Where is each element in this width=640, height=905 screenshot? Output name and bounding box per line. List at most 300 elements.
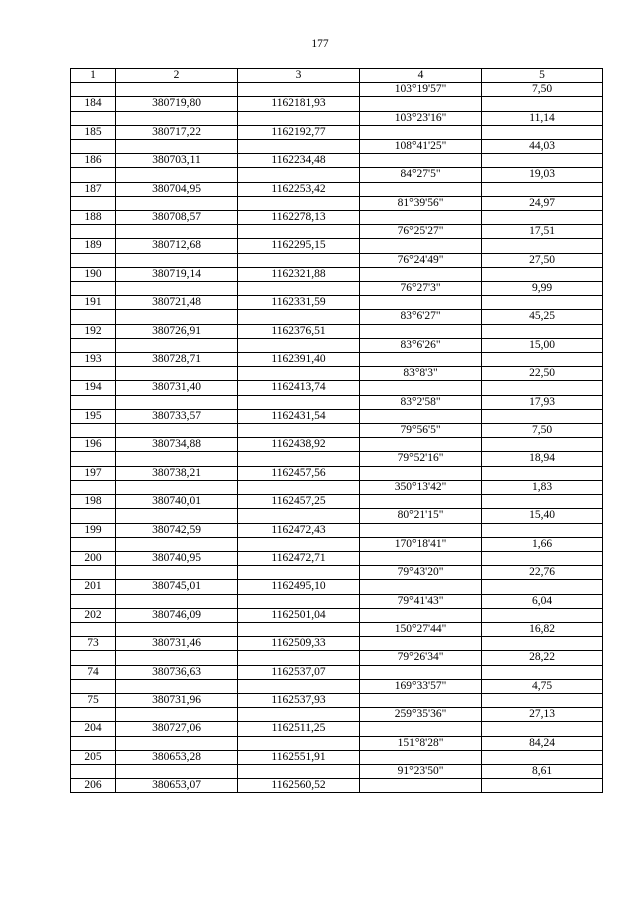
distance-cell: 7,50 (482, 424, 603, 438)
table-row (71, 111, 603, 125)
x-coordinate-cell: 380653,07 (116, 779, 238, 793)
distance-cell: 28,22 (482, 651, 603, 665)
y-coordinate-cell: 1162438,92 (238, 438, 360, 452)
table-row (71, 722, 603, 736)
table-row (71, 353, 603, 367)
distance-cell (482, 665, 603, 679)
y-coordinate-cell: 1162391,40 (238, 353, 360, 367)
bearing-cell (360, 438, 482, 452)
distance-cell (482, 125, 603, 139)
table-row (71, 97, 603, 111)
x-coordinate-cell (116, 168, 238, 182)
distance-cell: 9,99 (482, 282, 603, 296)
distance-cell: 1,83 (482, 480, 603, 494)
y-coordinate-cell (238, 651, 360, 665)
point-number-cell: 195 (71, 409, 116, 423)
distance-cell: 84,24 (482, 736, 603, 750)
bearing-cell (360, 608, 482, 622)
y-coordinate-cell (238, 83, 360, 97)
bearing-cell: 84°27'5" (360, 168, 482, 182)
y-coordinate-cell: 1162413,74 (238, 381, 360, 395)
point-number-cell: 201 (71, 580, 116, 594)
bearing-cell: 76°25'27" (360, 225, 482, 239)
point-number-cell (71, 424, 116, 438)
x-coordinate-cell: 380704,95 (116, 182, 238, 196)
bearing-cell: 76°27'3" (360, 282, 482, 296)
x-coordinate-cell: 380734,88 (116, 438, 238, 452)
y-coordinate-cell: 1162253,42 (238, 182, 360, 196)
x-coordinate-cell (116, 338, 238, 352)
table-row (71, 537, 603, 551)
y-coordinate-cell (238, 708, 360, 722)
x-coordinate-cell (116, 310, 238, 324)
table-row (71, 693, 603, 707)
x-coordinate-cell: 380703,11 (116, 154, 238, 168)
distance-cell (482, 523, 603, 537)
point-number-cell: 193 (71, 353, 116, 367)
bearing-cell (360, 211, 482, 225)
distance-cell: 6,04 (482, 594, 603, 608)
point-number-cell: 73 (71, 637, 116, 651)
distance-cell: 27,50 (482, 253, 603, 267)
y-coordinate-cell: 1162509,33 (238, 637, 360, 651)
bearing-cell (360, 693, 482, 707)
x-coordinate-cell (116, 764, 238, 778)
x-coordinate-cell (116, 111, 238, 125)
bearing-cell (360, 324, 482, 338)
x-coordinate-cell: 380740,95 (116, 551, 238, 565)
table-row (71, 225, 603, 239)
bearing-cell (360, 267, 482, 281)
table-row (71, 779, 603, 793)
x-coordinate-cell (116, 594, 238, 608)
bearing-cell (360, 750, 482, 764)
y-coordinate-cell: 1162331,59 (238, 296, 360, 310)
table-row (71, 622, 603, 636)
point-number-cell: 194 (71, 381, 116, 395)
bearing-cell: 79°43'20" (360, 566, 482, 580)
distance-cell (482, 495, 603, 509)
point-number-cell (71, 196, 116, 210)
table-row (71, 211, 603, 225)
point-number-cell: 197 (71, 466, 116, 480)
distance-cell (482, 722, 603, 736)
point-number-cell (71, 651, 116, 665)
x-coordinate-cell (116, 282, 238, 296)
column-header-3: 3 (238, 69, 360, 83)
y-coordinate-cell (238, 225, 360, 239)
x-coordinate-cell: 380733,57 (116, 409, 238, 423)
point-number-cell (71, 282, 116, 296)
coordinates-table (70, 68, 603, 793)
distance-cell (482, 608, 603, 622)
x-coordinate-cell: 380708,57 (116, 211, 238, 225)
point-number-cell (71, 367, 116, 381)
page-number: 177 (311, 38, 329, 50)
x-coordinate-cell (116, 196, 238, 210)
bearing-cell (360, 97, 482, 111)
table-row (71, 154, 603, 168)
y-coordinate-cell: 1162234,48 (238, 154, 360, 168)
distance-cell (482, 409, 603, 423)
distance-cell (482, 267, 603, 281)
x-coordinate-cell (116, 679, 238, 693)
x-coordinate-cell (116, 708, 238, 722)
x-coordinate-cell: 380726,91 (116, 324, 238, 338)
x-coordinate-cell: 380727,06 (116, 722, 238, 736)
table-row (71, 438, 603, 452)
y-coordinate-cell: 1162472,43 (238, 523, 360, 537)
distance-cell: 11,14 (482, 111, 603, 125)
y-coordinate-cell: 1162560,52 (238, 779, 360, 793)
distance-cell: 7,50 (482, 83, 603, 97)
distance-cell (482, 381, 603, 395)
point-number-cell: 74 (71, 665, 116, 679)
distance-cell (482, 551, 603, 565)
table-row (71, 239, 603, 253)
distance-cell (482, 438, 603, 452)
distance-cell (482, 239, 603, 253)
bearing-cell: 83°8'3" (360, 367, 482, 381)
bearing-cell: 103°19'57" (360, 83, 482, 97)
point-number-cell (71, 168, 116, 182)
y-coordinate-cell: 1162511,25 (238, 722, 360, 736)
bearing-cell (360, 637, 482, 651)
distance-cell (482, 182, 603, 196)
table-row (71, 637, 603, 651)
y-coordinate-cell: 1162181,93 (238, 97, 360, 111)
table-row (71, 665, 603, 679)
table-row (71, 253, 603, 267)
y-coordinate-cell (238, 196, 360, 210)
distance-cell: 17,51 (482, 225, 603, 239)
x-coordinate-cell (116, 367, 238, 381)
y-coordinate-cell (238, 764, 360, 778)
y-coordinate-cell: 1162501,04 (238, 608, 360, 622)
point-number-cell (71, 452, 116, 466)
distance-cell (482, 324, 603, 338)
table-row (71, 409, 603, 423)
bearing-cell (360, 409, 482, 423)
table-row (71, 310, 603, 324)
point-number-cell: 206 (71, 779, 116, 793)
distance-cell: 24,97 (482, 196, 603, 210)
bearing-cell (360, 495, 482, 509)
table-row (71, 196, 603, 210)
distance-cell: 17,93 (482, 395, 603, 409)
y-coordinate-cell (238, 253, 360, 267)
x-coordinate-cell (116, 651, 238, 665)
y-coordinate-cell (238, 509, 360, 523)
y-coordinate-cell: 1162495,10 (238, 580, 360, 594)
bearing-cell: 79°26'34" (360, 651, 482, 665)
point-number-cell (71, 764, 116, 778)
x-coordinate-cell (116, 509, 238, 523)
x-coordinate-cell (116, 424, 238, 438)
y-coordinate-cell: 1162278,13 (238, 211, 360, 225)
x-coordinate-cell: 380731,96 (116, 693, 238, 707)
x-coordinate-cell: 380728,71 (116, 353, 238, 367)
bearing-cell (360, 580, 482, 594)
y-coordinate-cell: 1162321,88 (238, 267, 360, 281)
y-coordinate-cell: 1162457,25 (238, 495, 360, 509)
point-number-cell: 186 (71, 154, 116, 168)
distance-cell: 16,82 (482, 622, 603, 636)
x-coordinate-cell: 380736,63 (116, 665, 238, 679)
bearing-cell: 259°35'36" (360, 708, 482, 722)
y-coordinate-cell: 1162551,91 (238, 750, 360, 764)
x-coordinate-cell (116, 83, 238, 97)
distance-cell (482, 466, 603, 480)
x-coordinate-cell: 380742,59 (116, 523, 238, 537)
table-row (71, 523, 603, 537)
table-row (71, 580, 603, 594)
y-coordinate-cell (238, 566, 360, 580)
point-number-cell (71, 537, 116, 551)
table-body (71, 69, 603, 793)
point-number-cell (71, 622, 116, 636)
point-number-cell: 75 (71, 693, 116, 707)
table-row (71, 452, 603, 466)
x-coordinate-cell (116, 566, 238, 580)
table-row (71, 168, 603, 182)
y-coordinate-cell (238, 367, 360, 381)
bearing-cell: 79°56'5" (360, 424, 482, 438)
table-row (71, 566, 603, 580)
table-row (71, 395, 603, 409)
point-number-cell (71, 225, 116, 239)
table-row (71, 495, 603, 509)
x-coordinate-cell (116, 537, 238, 551)
distance-cell: 22,50 (482, 367, 603, 381)
table-header-row (71, 69, 603, 83)
point-number-cell: 188 (71, 211, 116, 225)
y-coordinate-cell: 1162472,71 (238, 551, 360, 565)
y-coordinate-cell (238, 679, 360, 693)
y-coordinate-cell (238, 111, 360, 125)
x-coordinate-cell (116, 736, 238, 750)
point-number-cell (71, 480, 116, 494)
x-coordinate-cell (116, 253, 238, 267)
x-coordinate-cell: 380653,28 (116, 750, 238, 764)
bearing-cell: 81°39'56" (360, 196, 482, 210)
distance-cell: 45,25 (482, 310, 603, 324)
y-coordinate-cell (238, 736, 360, 750)
x-coordinate-cell: 380712,68 (116, 239, 238, 253)
distance-cell (482, 154, 603, 168)
x-coordinate-cell (116, 480, 238, 494)
bearing-cell (360, 353, 482, 367)
point-number-cell: 191 (71, 296, 116, 310)
distance-cell: 15,40 (482, 509, 603, 523)
distance-cell: 19,03 (482, 168, 603, 182)
point-number-cell (71, 566, 116, 580)
bearing-cell: 79°52'16" (360, 452, 482, 466)
bearing-cell: 150°27'44" (360, 622, 482, 636)
bearing-cell: 83°2'58" (360, 395, 482, 409)
table-row (71, 480, 603, 494)
y-coordinate-cell: 1162376,51 (238, 324, 360, 338)
distance-cell (482, 353, 603, 367)
distance-cell (482, 97, 603, 111)
x-coordinate-cell: 380719,14 (116, 267, 238, 281)
distance-cell (482, 779, 603, 793)
table-row (71, 608, 603, 622)
bearing-cell: 80°21'15" (360, 509, 482, 523)
point-number-cell (71, 338, 116, 352)
x-coordinate-cell: 380719,80 (116, 97, 238, 111)
table-row (71, 466, 603, 480)
distance-cell (482, 750, 603, 764)
distance-cell (482, 637, 603, 651)
x-coordinate-cell: 380731,46 (116, 637, 238, 651)
distance-cell (482, 296, 603, 310)
y-coordinate-cell (238, 424, 360, 438)
y-coordinate-cell (238, 282, 360, 296)
bearing-cell (360, 523, 482, 537)
point-number-cell (71, 310, 116, 324)
bearing-cell (360, 551, 482, 565)
distance-cell: 1,66 (482, 537, 603, 551)
bearing-cell (360, 665, 482, 679)
distance-cell (482, 211, 603, 225)
table-row (71, 764, 603, 778)
distance-cell: 18,94 (482, 452, 603, 466)
y-coordinate-cell: 1162192,77 (238, 125, 360, 139)
column-header-2: 2 (116, 69, 238, 83)
table-row (71, 282, 603, 296)
y-coordinate-cell: 1162431,54 (238, 409, 360, 423)
table-row (71, 140, 603, 154)
bearing-cell (360, 722, 482, 736)
distance-cell: 27,13 (482, 708, 603, 722)
y-coordinate-cell (238, 452, 360, 466)
x-coordinate-cell (116, 140, 238, 154)
y-coordinate-cell (238, 537, 360, 551)
y-coordinate-cell: 1162537,07 (238, 665, 360, 679)
y-coordinate-cell (238, 622, 360, 636)
x-coordinate-cell (116, 452, 238, 466)
point-number-cell: 198 (71, 495, 116, 509)
distance-cell (482, 580, 603, 594)
distance-cell: 4,75 (482, 679, 603, 693)
x-coordinate-cell: 380746,09 (116, 608, 238, 622)
x-coordinate-cell: 380717,22 (116, 125, 238, 139)
table-row (71, 338, 603, 352)
table-row (71, 296, 603, 310)
bearing-cell: 103°23'16" (360, 111, 482, 125)
distance-cell: 44,03 (482, 140, 603, 154)
table-row (71, 651, 603, 665)
table-row (71, 424, 603, 438)
table-row (71, 182, 603, 196)
bearing-cell (360, 296, 482, 310)
table-row (71, 708, 603, 722)
x-coordinate-cell: 380740,01 (116, 495, 238, 509)
point-number-cell: 192 (71, 324, 116, 338)
y-coordinate-cell (238, 310, 360, 324)
bearing-cell: 83°6'26" (360, 338, 482, 352)
column-header-1: 1 (71, 69, 116, 83)
table-row (71, 125, 603, 139)
x-coordinate-cell: 380738,21 (116, 466, 238, 480)
y-coordinate-cell: 1162457,56 (238, 466, 360, 480)
point-number-cell (71, 395, 116, 409)
table-row (71, 367, 603, 381)
x-coordinate-cell (116, 395, 238, 409)
bearing-cell: 79°41'43" (360, 594, 482, 608)
bearing-cell: 169°33'57" (360, 679, 482, 693)
point-number-cell (71, 679, 116, 693)
point-number-cell (71, 708, 116, 722)
bearing-cell (360, 381, 482, 395)
bearing-cell: 151°8'28" (360, 736, 482, 750)
point-number-cell: 202 (71, 608, 116, 622)
table-row (71, 381, 603, 395)
distance-cell: 22,76 (482, 566, 603, 580)
table-row (71, 594, 603, 608)
table-row (71, 509, 603, 523)
column-header-5: 5 (482, 69, 603, 83)
point-number-cell: 200 (71, 551, 116, 565)
y-coordinate-cell: 1162537,93 (238, 693, 360, 707)
x-coordinate-cell (116, 225, 238, 239)
distance-cell: 15,00 (482, 338, 603, 352)
bearing-cell (360, 239, 482, 253)
table-row (71, 679, 603, 693)
y-coordinate-cell: 1162295,15 (238, 239, 360, 253)
point-number-cell: 185 (71, 125, 116, 139)
point-number-cell (71, 253, 116, 267)
table-row (71, 750, 603, 764)
table-row (71, 551, 603, 565)
x-coordinate-cell: 380731,40 (116, 381, 238, 395)
x-coordinate-cell: 380721,48 (116, 296, 238, 310)
bearing-cell (360, 154, 482, 168)
point-number-cell: 190 (71, 267, 116, 281)
point-number-cell: 189 (71, 239, 116, 253)
point-number-cell (71, 111, 116, 125)
table-row (71, 267, 603, 281)
point-number-cell: 184 (71, 97, 116, 111)
point-number-cell (71, 83, 116, 97)
point-number-cell (71, 736, 116, 750)
y-coordinate-cell (238, 338, 360, 352)
bearing-cell (360, 125, 482, 139)
bearing-cell: 76°24'49" (360, 253, 482, 267)
y-coordinate-cell (238, 168, 360, 182)
bearing-cell: 108°41'25" (360, 140, 482, 154)
y-coordinate-cell (238, 594, 360, 608)
bearing-cell: 350°13'42" (360, 480, 482, 494)
distance-cell: 8,61 (482, 764, 603, 778)
x-coordinate-cell: 380745,01 (116, 580, 238, 594)
table-row (71, 324, 603, 338)
bearing-cell: 170°18'41" (360, 537, 482, 551)
y-coordinate-cell (238, 395, 360, 409)
point-number-cell: 187 (71, 182, 116, 196)
column-header-4: 4 (360, 69, 482, 83)
y-coordinate-cell (238, 140, 360, 154)
bearing-cell (360, 182, 482, 196)
point-number-cell: 199 (71, 523, 116, 537)
point-number-cell (71, 509, 116, 523)
bearing-cell (360, 466, 482, 480)
bearing-cell: 91°23'50" (360, 764, 482, 778)
y-coordinate-cell (238, 480, 360, 494)
point-number-cell (71, 140, 116, 154)
point-number-cell: 204 (71, 722, 116, 736)
